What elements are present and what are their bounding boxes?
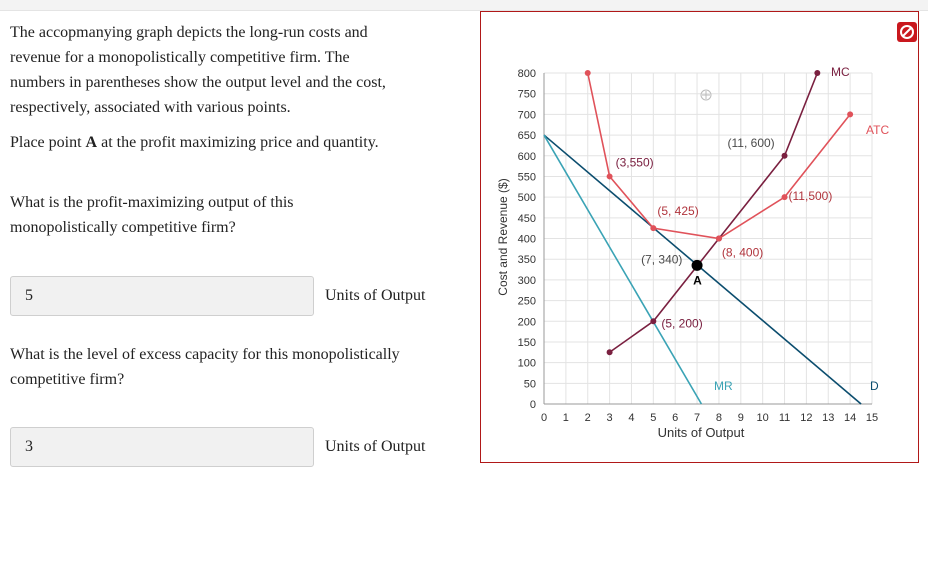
x-tick-label: 10 [756, 412, 769, 424]
question-1-line: What is the profit-maximizing output of this [10, 194, 294, 211]
instruction-post: at the profit maximizing price and quantity. [97, 134, 379, 151]
y-tick-label: 550 [517, 171, 536, 184]
atc-curve-label: ATC [866, 123, 890, 137]
question-1-line: monopolistically competitive firm? [10, 219, 236, 236]
q2-unit-label: Units of Output [325, 438, 426, 455]
x-tick-label: 13 [822, 412, 835, 424]
x-tick-label: 15 [865, 412, 879, 424]
mr-curve-label: MR [714, 379, 733, 393]
point-annotation: (11, 600) [727, 135, 775, 150]
point-annotation: (5, 200) [661, 316, 703, 331]
point-annotation: (7, 340) [641, 252, 683, 267]
q2-answer-input[interactable]: 3 [10, 427, 314, 467]
no-entry-icon[interactable] [897, 22, 917, 42]
mc-curve-label: MC [831, 65, 850, 79]
intro-line: The accopmanying graph depicts the long-run costs and [10, 24, 368, 41]
question-2-line: competitive firm? [10, 371, 125, 388]
intro-line: revenue for a monopolistically competitive firm. The [10, 49, 350, 66]
question-intro [10, 20, 386, 120]
instruction-pre: Place point [10, 134, 86, 151]
demand-curve-label: D [870, 379, 879, 393]
y-axis-label: Cost and Revenue ($) [496, 178, 510, 296]
x-tick-label: 9 [737, 412, 744, 424]
y-tick-label: 700 [517, 109, 536, 122]
y-tick-label: 450 [517, 212, 536, 225]
y-tick-label: 500 [517, 192, 536, 205]
y-tick-label: 300 [517, 274, 536, 287]
x-tick-label: 8 [715, 412, 722, 424]
point-a-label: A [693, 273, 702, 288]
point-annotation: (11,500) [788, 189, 833, 204]
x-tick-label: 11 [778, 412, 791, 424]
q1-unit-label: Units of Output [325, 287, 426, 304]
x-tick-label: 12 [800, 412, 813, 424]
y-tick-label: 750 [517, 88, 536, 101]
x-tick-label: 5 [650, 412, 657, 424]
instruction-point-name: A [85, 134, 98, 151]
intro-line: numbers in parentheses show the output level and the cost, [10, 74, 386, 91]
y-tick-label: 200 [517, 316, 536, 329]
x-tick-label: 1 [562, 412, 569, 424]
point-annotation: (5, 425) [657, 204, 699, 219]
intro-line: respectively, associated with various points. [10, 99, 291, 116]
graph-panel[interactable] [480, 11, 919, 463]
y-tick-label: 800 [517, 68, 536, 80]
x-tick-label: 7 [694, 412, 701, 424]
question-2-line: What is the level of excess capacity for this monopolistically [10, 346, 400, 363]
x-tick-label: 3 [606, 412, 613, 424]
question-1 [10, 190, 294, 240]
y-tick-label: 250 [517, 295, 536, 308]
x-axis-label: Units of Output [657, 425, 745, 440]
point-annotation: (3,550) [615, 155, 654, 170]
x-tick-label: 6 [672, 412, 679, 424]
y-tick-label: 0 [529, 399, 536, 411]
y-tick-label: 100 [517, 357, 536, 370]
y-tick-label: 400 [517, 233, 536, 246]
question-2 [10, 342, 400, 392]
top-bar [0, 0, 928, 11]
y-tick-label: 150 [517, 336, 536, 349]
q1-answer-input[interactable]: 5 [10, 276, 314, 316]
x-tick-label: 2 [584, 412, 591, 424]
y-tick-label: 600 [517, 150, 536, 163]
y-tick-label: 50 [523, 378, 536, 391]
x-tick-label: 14 [844, 412, 857, 424]
instruction [10, 130, 379, 155]
x-tick-label: 0 [540, 412, 548, 424]
y-tick-label: 350 [517, 254, 536, 267]
x-tick-label: 4 [628, 412, 635, 424]
y-tick-label: 650 [517, 130, 536, 143]
point-annotation: (8, 400) [721, 245, 764, 260]
